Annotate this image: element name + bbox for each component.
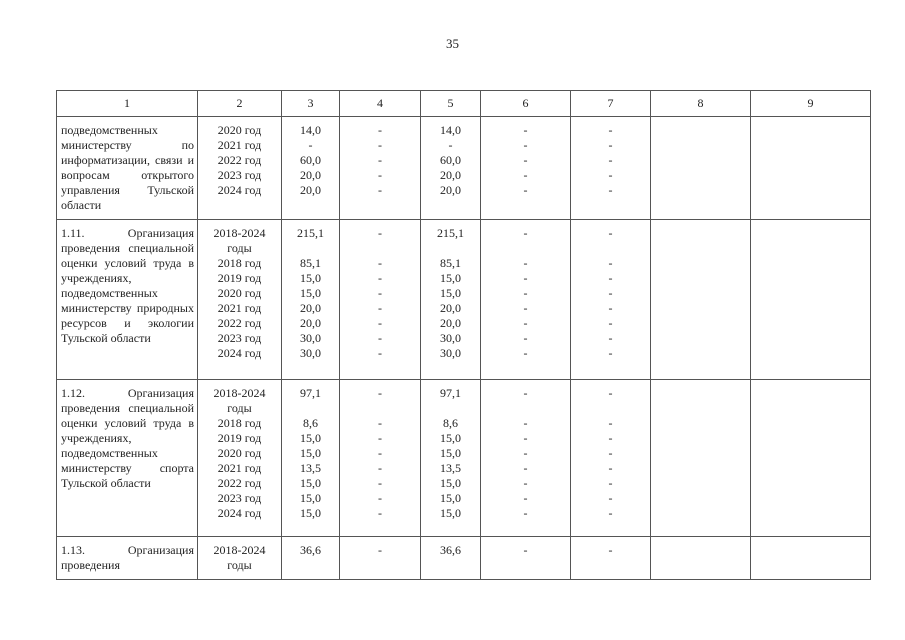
total-value: 215,1	[437, 226, 464, 240]
value-cell: -	[608, 431, 613, 445]
header-row	[57, 91, 871, 117]
value-cell: 15,0	[300, 286, 321, 300]
value-cell: -	[523, 153, 528, 167]
value-cell: -	[523, 491, 528, 505]
page-number: 35	[446, 36, 459, 51]
period-total-label: годы	[227, 558, 252, 572]
col4-cell	[340, 537, 421, 580]
col4-cell	[340, 220, 421, 380]
measure-name-cell	[57, 380, 198, 537]
value-cell: 15,0	[440, 476, 461, 490]
value-cell: -	[378, 183, 382, 197]
col3-cell	[282, 380, 340, 537]
total-value: -	[523, 386, 528, 400]
value-cell: -	[523, 461, 528, 475]
period-total-label: 2018-2024	[213, 543, 266, 557]
period-total-label: 2018-2024	[213, 226, 266, 240]
year-label: 2023 год	[217, 168, 262, 182]
value-cell: -	[608, 301, 613, 315]
value-cell: -	[608, 346, 613, 360]
value-cell: -	[523, 431, 528, 445]
value-cell: -	[523, 271, 528, 285]
value-cell: -	[378, 446, 382, 460]
value-cell: 20,0	[300, 301, 321, 315]
value-cell: 60,0	[300, 153, 321, 167]
value-cell: 15,0	[440, 491, 461, 505]
value-cell: 15,0	[300, 431, 321, 445]
col8-cell	[651, 380, 751, 537]
value-cell: -	[608, 331, 613, 345]
value-cell: -	[523, 316, 528, 330]
header-cell: 1	[57, 91, 198, 117]
col3-cell	[282, 537, 340, 580]
value-cell: 14,0	[300, 123, 321, 137]
col6-cell	[481, 117, 571, 220]
value-cell: 8,6	[303, 416, 318, 430]
value-cell: 30,0	[300, 331, 321, 345]
value-cell: -	[378, 431, 382, 445]
value-cell: 13,5	[300, 461, 321, 475]
col7-cell	[571, 380, 651, 537]
year-label: 2018 год	[217, 256, 262, 270]
value-cell: -	[378, 256, 382, 270]
value-cell: -	[608, 256, 613, 270]
value-cell: 85,1	[440, 256, 461, 270]
value-cell: -	[608, 153, 613, 167]
col7-cell	[571, 220, 651, 380]
value-cell: 13,5	[440, 461, 461, 475]
value-cell: -	[378, 153, 382, 167]
value-cell: -	[378, 316, 382, 330]
table-row	[57, 220, 871, 380]
value-cell: 30,0	[440, 331, 461, 345]
col5-cell	[421, 380, 481, 537]
value-cell: -	[378, 506, 382, 520]
year-label: 2022 год	[217, 153, 262, 167]
year-label: 2021 год	[217, 138, 262, 152]
value-cell: -	[523, 506, 528, 520]
value-cell: -	[523, 476, 528, 490]
col5-cell	[421, 117, 481, 220]
value-cell: -	[378, 476, 382, 490]
value-cell: -	[608, 138, 613, 152]
year-label: 2021 год	[217, 461, 262, 475]
value-cell: -	[608, 271, 613, 285]
year-label: 2024 год	[217, 506, 262, 520]
value-cell: -	[608, 416, 613, 430]
value-cell: 20,0	[440, 183, 461, 197]
year-label: 2020 год	[217, 286, 262, 300]
col4-cell	[340, 117, 421, 220]
year-label: 2022 год	[217, 316, 262, 330]
total-value: -	[523, 543, 528, 557]
year-label: 2024 год	[217, 183, 262, 197]
header-cell: 9	[751, 91, 871, 117]
value-cell: -	[608, 286, 613, 300]
header-cell: 7	[571, 91, 651, 117]
value-cell: -	[378, 301, 382, 315]
value-cell: -	[608, 446, 613, 460]
value-cell: 15,0	[440, 431, 461, 445]
value-cell: -	[523, 123, 528, 137]
year-label: 2020 год	[217, 446, 262, 460]
value-cell: -	[523, 256, 528, 270]
total-value: -	[378, 386, 382, 400]
value-cell: -	[378, 416, 382, 430]
total-value: -	[523, 226, 528, 240]
value-cell: -	[378, 286, 382, 300]
total-value: 36,6	[300, 543, 321, 557]
value-cell: 20,0	[300, 183, 321, 197]
value-cell: -	[608, 491, 613, 505]
value-cell: -	[378, 461, 382, 475]
header-cell: 5	[421, 91, 481, 117]
header-cell: 3	[282, 91, 340, 117]
year-label: 2021 год	[217, 301, 262, 315]
value-cell: -	[523, 183, 528, 197]
value-cell: -	[523, 331, 528, 345]
measure-name: 1.11. Организация проведения специальной оценки условий труда в учреждениях, подведомственных министерству природных ресурсов и экологии Тульской области	[61, 226, 194, 345]
value-cell: -	[608, 506, 613, 520]
value-cell: -	[378, 138, 382, 152]
value-cell: 85,1	[300, 256, 321, 270]
program-table	[56, 90, 871, 580]
value-cell: 20,0	[440, 301, 461, 315]
value-cell: 15,0	[300, 271, 321, 285]
value-cell: 20,0	[300, 168, 321, 182]
col5-cell	[421, 220, 481, 380]
measure-name: подведомственных министерству по информатизации, связи и вопросам открытого управления Тульской области	[61, 123, 194, 212]
total-value: -	[378, 226, 382, 240]
measure-name: 1.12. Организация проведения специальной оценки условий труда в учреждениях, подведомственных министерству спорта Тульской области	[61, 386, 194, 490]
total-value: -	[608, 386, 613, 400]
value-cell: -	[378, 123, 382, 137]
col8-cell	[651, 537, 751, 580]
col4-cell	[340, 380, 421, 537]
header-cell: 8	[651, 91, 751, 117]
measure-name-cell	[57, 537, 198, 580]
value-cell: -	[608, 461, 613, 475]
year-label: 2022 год	[217, 476, 262, 490]
year-label: 2020 год	[217, 123, 262, 137]
total-value: 36,6	[440, 543, 461, 557]
value-cell: 15,0	[440, 506, 461, 520]
year-label: 2023 год	[217, 331, 262, 345]
col7-cell	[571, 117, 651, 220]
header-cell: 4	[340, 91, 421, 117]
total-value: -	[608, 226, 613, 240]
period-total-label: 2018-2024	[213, 386, 266, 400]
table-row	[57, 380, 871, 537]
table-row	[57, 117, 871, 220]
value-cell: -	[608, 183, 613, 197]
year-label: 2024 год	[217, 346, 262, 360]
col2-cell	[198, 537, 282, 580]
total-value: 97,1	[440, 386, 461, 400]
value-cell: -	[608, 476, 613, 490]
col2-cell	[198, 220, 282, 380]
total-value: -	[378, 543, 382, 557]
value-cell: -	[523, 346, 528, 360]
col7-cell	[571, 537, 651, 580]
period-total-label: годы	[227, 241, 252, 255]
value-cell: -	[523, 301, 528, 315]
value-cell: 15,0	[300, 506, 321, 520]
col6-cell	[481, 537, 571, 580]
measure-name-cell	[57, 220, 198, 380]
value-cell: 8,6	[443, 416, 458, 430]
value-cell: 15,0	[440, 446, 461, 460]
col3-cell	[282, 220, 340, 380]
period-total-label: годы	[227, 401, 252, 415]
measure-name-cell	[57, 117, 198, 220]
value-cell: -	[448, 138, 453, 152]
value-cell: -	[608, 168, 613, 182]
col3-cell	[282, 117, 340, 220]
year-label: 2019 год	[217, 271, 262, 285]
value-cell: 30,0	[440, 346, 461, 360]
col6-cell	[481, 380, 571, 537]
value-cell: -	[378, 168, 382, 182]
col9-cell	[751, 380, 871, 537]
col9-cell	[751, 220, 871, 380]
value-cell: -	[378, 331, 382, 345]
value-cell: 15,0	[440, 286, 461, 300]
value-cell: -	[523, 286, 528, 300]
col8-cell	[651, 220, 751, 380]
year-label: 2023 год	[217, 491, 262, 505]
value-cell: 15,0	[300, 446, 321, 460]
value-cell: -	[608, 316, 613, 330]
year-label: 2018 год	[217, 416, 262, 430]
value-cell: 20,0	[440, 168, 461, 182]
value-cell: -	[523, 168, 528, 182]
value-cell: 60,0	[440, 153, 461, 167]
col2-cell	[198, 380, 282, 537]
value-cell: -	[378, 346, 382, 360]
value-cell: 20,0	[300, 316, 321, 330]
year-label: 2019 год	[217, 431, 262, 445]
col2-cell	[198, 117, 282, 220]
value-cell: 20,0	[440, 316, 461, 330]
value-cell: -	[523, 446, 528, 460]
col6-cell	[481, 220, 571, 380]
total-value: 97,1	[300, 386, 321, 400]
col8-cell	[651, 117, 751, 220]
value-cell: -	[378, 271, 382, 285]
value-cell: -	[523, 138, 528, 152]
value-cell: 15,0	[440, 271, 461, 285]
value-cell: -	[378, 491, 382, 505]
value-cell: 15,0	[300, 476, 321, 490]
measure-name: 1.13. Организация проведения	[61, 543, 194, 572]
table-row	[57, 537, 871, 580]
header-cell: 2	[198, 91, 282, 117]
value-cell: 14,0	[440, 123, 461, 137]
col9-cell	[751, 117, 871, 220]
value-cell: 15,0	[300, 491, 321, 505]
value-cell: -	[608, 123, 613, 137]
value-cell: -	[308, 138, 313, 152]
value-cell: -	[523, 416, 528, 430]
total-value: 215,1	[297, 226, 324, 240]
col5-cell	[421, 537, 481, 580]
col9-cell	[751, 537, 871, 580]
total-value: -	[608, 543, 613, 557]
header-cell: 6	[481, 91, 571, 117]
value-cell: 30,0	[300, 346, 321, 360]
